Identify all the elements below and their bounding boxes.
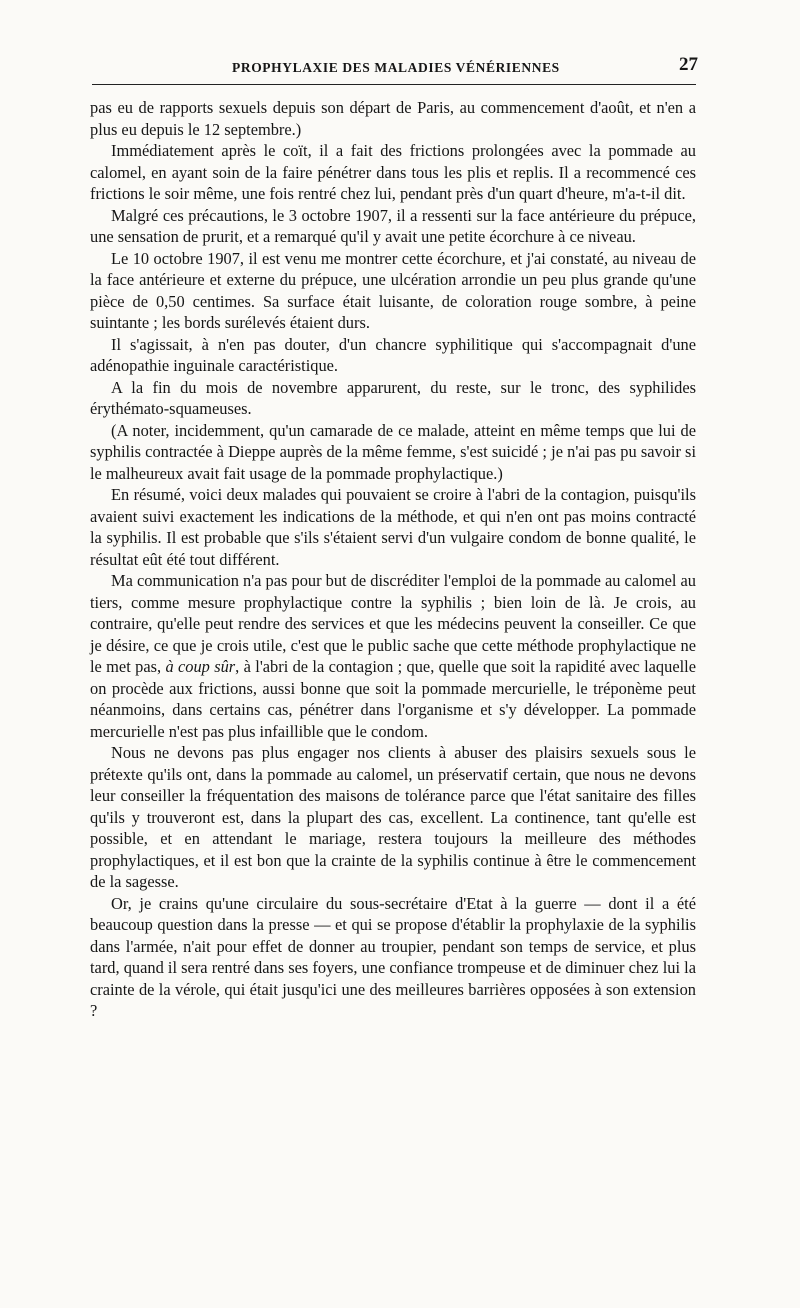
paragraph: Le 10 octobre 1907, il est venu me montrer cette écorchure, et j'ai constaté, au niveau de la face antérieure et externe du prépuce, une ulcération arrondie un peu plus grande qu'une pièce de 0,50 centimes. Sa surface était luisante, de coloration rouge sombre, à peine suintante ; les bords surélevés étaient durs.: [90, 248, 696, 332]
paragraph-text: , à l'abri de la contagion ; que, quelle que soit la rapidité avec laquelle on procède aux frictions, aussi bonne que soit la pommade mercurielle, le tréponème peut néanmoins, dans certains cas, pénétrer dans l'organisme et s'y développer. La pommade mercurielle n'est pas plus infaillible que le condom.: [90, 657, 696, 741]
paragraph-text: Ma communication n'a pas pour but de discréditer l'emploi de la pommade au calomel au tiers, comme mesure prophylactique contre la syphilis ; bien loin de là. Je crois, au contraire, qu'elle peut rendre des services et que les médecins peuvent la conseiller. Ce que je désire, ce que je crois utile, c'est que le public sache que cette méthode prophylactique ne le met pas,: [90, 571, 696, 676]
paragraph: [90, 570, 696, 742]
emphasis-text: à coup sûr: [165, 657, 236, 676]
paragraph: Or, je crains qu'une circulaire du sous-secrétaire d'Etat à la guerre — dont il a été beaucoup question dans la presse — et qui se propose d'établir la prophylaxie de la syphilis dans l'armée, n'ait pour effet de donner au troupier, pendant son temps de service, et plus tard, quand il sera rentré dans ses foyers, une confiance trompeuse et de diminuer chez lui la crainte de la vérole, qui était jusqu'ici une des meilleures barrières opposées à son extension ?: [90, 893, 696, 1020]
paragraph: (A noter, incidemment, qu'un camarade de ce malade, atteint en même temps que lui de syphilis contractée à Dieppe auprès de la même femme, s'est suicidé ; je n'ai pas pu savoir si le malheureux avait fait usage de la pommade prophylactique.): [90, 420, 696, 483]
paragraph: En résumé, voici deux malades qui pouvaient se croire à l'abri de la contagion, puisqu'ils avaient suivi exactement les indications de la méthode, et qui n'en ont pas moins contracté la syphilis. Il est probable que s'ils s'étaient servi d'un vulgaire condom de bonne qualité, le résultat eût été tout différent.: [90, 485, 696, 569]
paragraph-continuation: pas eu de rapports sexuels depuis son départ de Paris, au commencement d'août, et n'en a plus eu depuis le 12 septembre.): [90, 98, 696, 139]
body-text: [90, 97, 696, 1022]
paragraph: Il s'agissait, à n'en pas douter, d'un chancre syphilitique qui s'accompagnait d'une adénopathie inguinale caractéristique.: [90, 334, 696, 375]
paragraph: Nous ne devons pas plus engager nos clients à abuser des plaisirs sexuels sous le prétexte qu'ils ont, dans la pommade au calomel, un préservatif certain, que nous ne devons leur conseiller la fréquentation des maisons de tolérance parce que l'état sanitaire des filles qu'ils y trouveront est, dans la plupart des cas, excellent. La continence, tant qu'elle est possible, et en attendant le mariage, restera toujours la meilleure des méthodes prophylactiques, et il est bon que la crainte de la syphilis continue à être le commencement de la sagesse.: [90, 743, 696, 891]
paragraph: Malgré ces précautions, le 3 octobre 1907, il a ressenti sur la face antérieure du prépuce, une sensation de prurit, et a remarqué qu'il y avait une petite écorchure à ce niveau.: [90, 205, 696, 246]
paragraph: Immédiatement après le coït, il a fait des frictions prolongées avec la pommade au calomel, en ayant soin de la faire pénétrer dans tous les plis et replis. Il a recommencé ces frictions le soir même, une fois rentré chez lui, pendant près d'un quart d'heure, m'a-t-il dit.: [90, 141, 696, 203]
page-header: [92, 54, 696, 85]
page-number: 27: [679, 54, 698, 75]
running-head: PROPHYLAXIE DES MALADIES VÉNÉRIENNES: [232, 60, 560, 75]
paragraph: A la fin du mois de novembre apparurent, du reste, sur le tronc, des syphilides érythémato-squameuses.: [90, 377, 696, 418]
